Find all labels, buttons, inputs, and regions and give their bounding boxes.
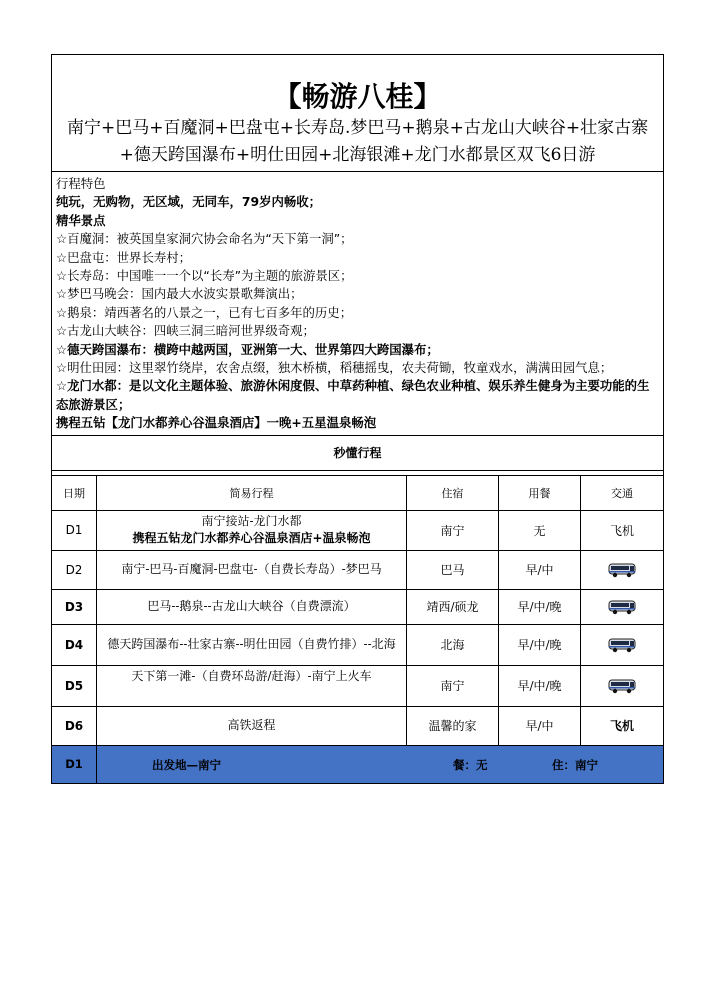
day-cell: D5	[52, 665, 97, 706]
day-cell: D2	[52, 550, 97, 589]
spot-item: ☆德天跨国瀑布：横跨中越两国，亚洲第一大、世界第四大跨国瀑布；	[56, 341, 439, 357]
itinerary-cell: 德天跨国瀑布--壮家古寨--明仕田园（自费竹排）--北海	[97, 624, 407, 665]
spot-item: ☆龙门水都：是以文化主题体验、旅游休闲度假、中草药种植、绿色农业种植、娱乐养生健身为主要功能的生态旅游景区；	[56, 378, 650, 412]
banner-day: D1	[52, 745, 97, 783]
transport-cell	[581, 550, 664, 589]
banner-stay: 住：南宁	[552, 757, 598, 772]
itinerary-table	[51, 54, 664, 784]
features-summary: 纯玩，无购物，无区域，无同车，79岁内畅收；	[56, 194, 322, 210]
page-subtitle: 南宁+巴马+百魔洞+巴盘屯+长寿岛.梦巴马+鹅泉+古龙山大峡谷+壮家古寨+德天跨国瀑布+明仕田园+北海银滩+龙门水都景区双飞6日游	[66, 118, 649, 165]
section-title: 秒懂行程	[52, 435, 664, 470]
day-cell: D4	[52, 624, 97, 665]
spot-item: ☆巴盘屯：世界长寿村；	[56, 249, 192, 265]
transport-cell	[581, 624, 664, 665]
header-date: 日期	[52, 475, 97, 510]
header-transport: 交通	[581, 475, 664, 510]
page-title: 【畅游八桂】	[273, 80, 442, 113]
hotel-cell: 靖西/硕龙	[407, 589, 499, 624]
table-row	[52, 665, 664, 706]
spot-item: ☆古龙山大峡谷：四峡三洞三暗河世界级奇观；	[56, 323, 315, 339]
transport-cell	[581, 665, 664, 706]
header-itinerary: 简易行程	[97, 475, 407, 510]
meals-cell: 无	[499, 510, 581, 550]
bus-icon	[608, 599, 636, 615]
banner-meals: 餐：无	[453, 757, 488, 772]
transport-cell: 飞机	[581, 706, 664, 745]
meals-cell: 早/中	[499, 550, 581, 589]
features-cell	[52, 172, 664, 436]
itinerary-text: 南宁接站-龙门水都	[201, 514, 302, 529]
banner-route: 出发地—南宁	[152, 757, 221, 772]
itinerary-document	[51, 54, 663, 784]
day-cell: D3	[52, 589, 97, 624]
meals-cell: 早/中	[499, 706, 581, 745]
spot-item: ☆鹅泉：靖西著名的八景之一，已有七百多年的历史；	[56, 304, 353, 320]
meals-cell: 早/中/晚	[499, 589, 581, 624]
table-row	[52, 706, 664, 745]
hotel-cell: 巴马	[407, 550, 499, 589]
spot-item: ☆百魔洞：被英国皇家洞穴协会命名为“天下第一洞”；	[56, 231, 353, 247]
bus-icon	[608, 562, 636, 578]
hotel-cell: 北海	[407, 624, 499, 665]
day-cell: D1	[52, 510, 97, 550]
header-meals: 用餐	[499, 475, 581, 510]
transport-cell	[581, 589, 664, 624]
table-row	[52, 550, 664, 589]
itinerary-cell: 巴马--鹅泉--古龙山大峡谷（自费漂流）	[97, 589, 407, 624]
itinerary-cell	[97, 510, 407, 550]
title-cell	[52, 55, 664, 172]
itinerary-cell: 天下第一滩-（自费环岛游/赶海）-南宁上火车	[97, 665, 407, 706]
spot-item: ☆梦巴马晚会：国内最大水波实景歌舞演出；	[56, 286, 303, 302]
spot-item: ☆明仕田园：这里翠竹绕岸，农舍点缀，独木桥横，稻穗摇曳，农夫荷锄，牧童戏水，满满田园气息；	[56, 360, 613, 376]
meals-cell: 早/中/晚	[499, 624, 581, 665]
features-heading: 行程特色	[56, 176, 106, 191]
hotel-highlight: 携程五钻【龙门水都养心谷温泉酒店】一晚+五星温泉畅泡	[56, 415, 377, 431]
table-row	[52, 624, 664, 665]
itinerary-cell: 高铁返程	[97, 706, 407, 745]
hotel-cell: 南宁	[407, 665, 499, 706]
itinerary-cell: 南宁-巴马-百魔洞-巴盘屯-（自费长寿岛）-梦巴马	[97, 550, 407, 589]
hotel-cell: 温馨的家	[407, 706, 499, 745]
meals-cell: 早/中/晚	[499, 665, 581, 706]
table-header-row	[52, 475, 664, 510]
day-banner	[52, 745, 664, 783]
hotel-cell: 南宁	[407, 510, 499, 550]
table-row	[52, 589, 664, 624]
spots-heading: 精华景点	[56, 212, 106, 228]
transport-cell: 飞机	[581, 510, 664, 550]
header-hotel: 住宿	[407, 475, 499, 510]
banner-info	[97, 745, 664, 783]
day-cell: D6	[52, 706, 97, 745]
bus-icon	[608, 637, 636, 653]
itinerary-bold-text: 携程五钻龙门水都养心谷温泉酒店+温泉畅泡	[132, 531, 371, 546]
table-row	[52, 510, 664, 550]
spot-item: ☆长寿岛：中国唯一一个以“长寿”为主题的旅游景区；	[56, 268, 353, 284]
bus-icon	[608, 678, 636, 694]
